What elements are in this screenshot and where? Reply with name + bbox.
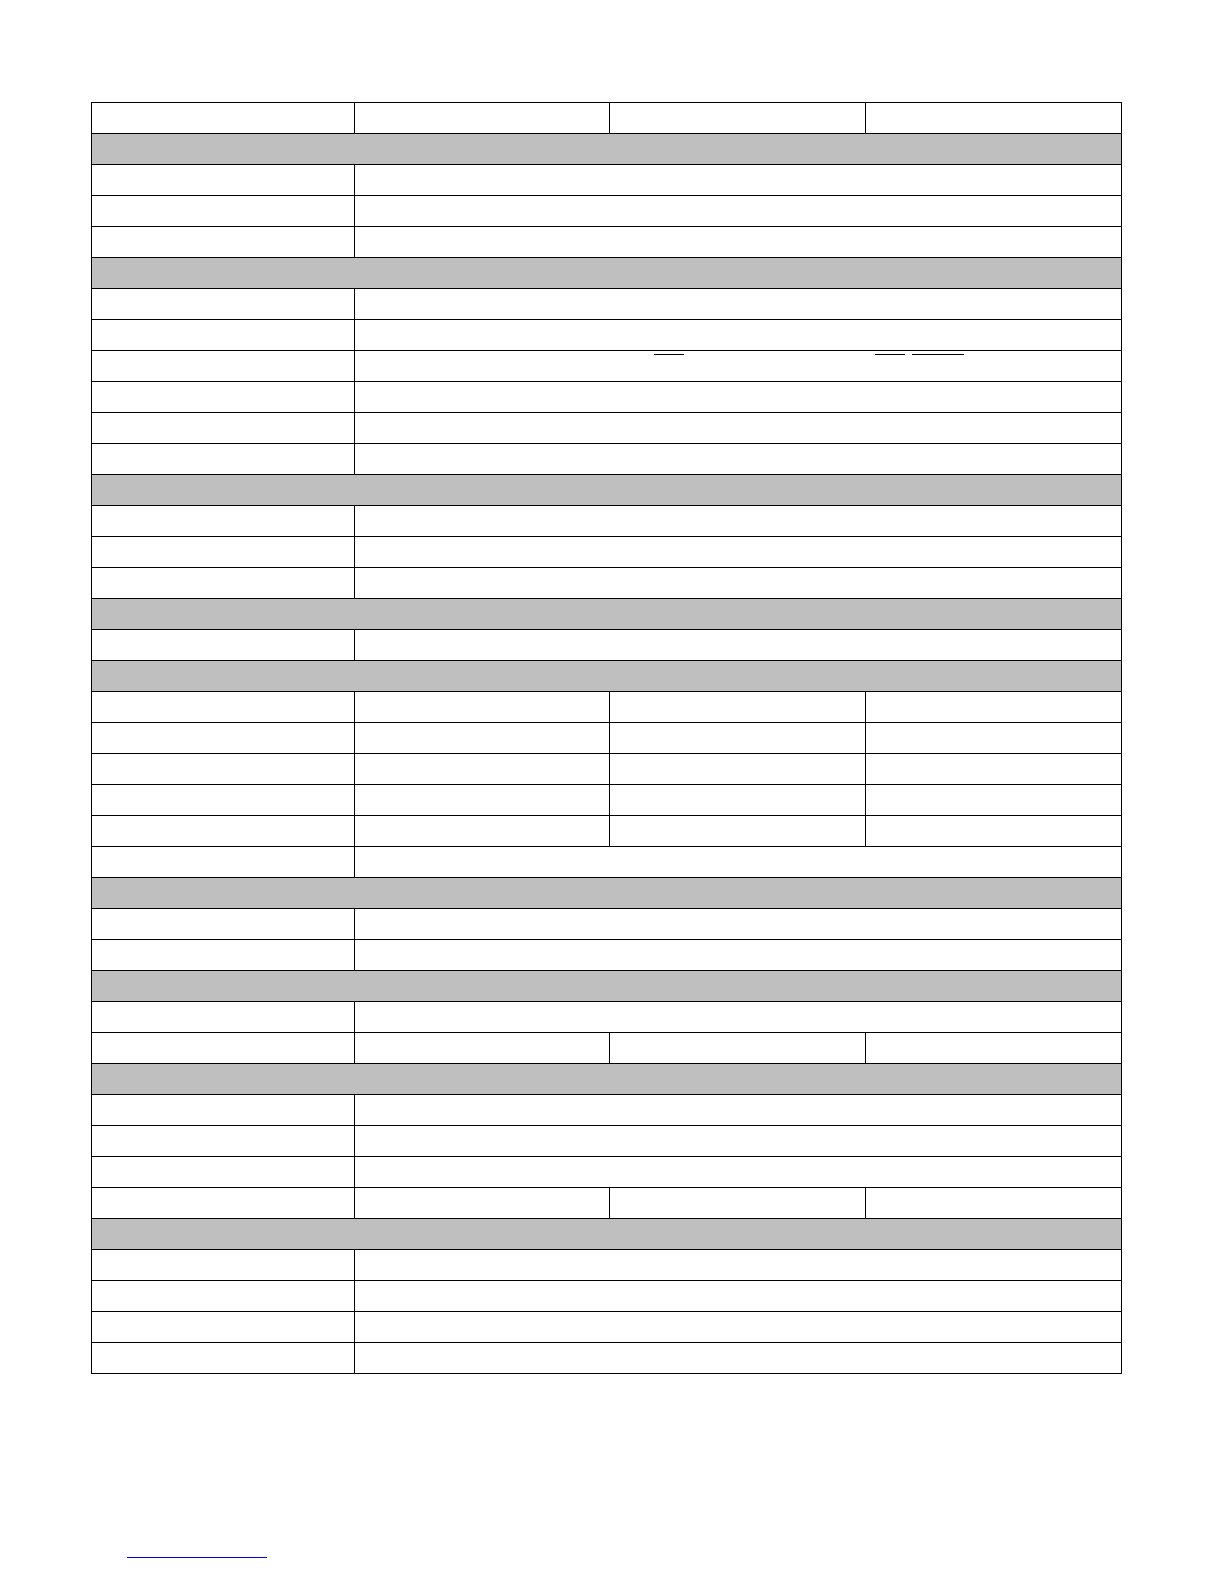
field-label (92, 940, 355, 971)
field-value[interactable] (355, 1126, 1122, 1157)
field-row (92, 537, 1122, 568)
field-value[interactable] (355, 537, 1122, 568)
field-value[interactable] (610, 1188, 866, 1219)
section-header (92, 258, 1122, 289)
field-value[interactable] (866, 1188, 1122, 1219)
field-value[interactable] (866, 785, 1122, 816)
field-value[interactable] (355, 847, 1122, 878)
field-value[interactable] (866, 103, 1122, 134)
field-label (92, 382, 355, 413)
field-label (92, 568, 355, 599)
section-header-row (92, 599, 1122, 630)
split-row (92, 754, 1122, 785)
section-header-row (92, 475, 1122, 506)
section-header-row (92, 878, 1122, 909)
field-value[interactable] (866, 816, 1122, 847)
field-label (92, 537, 355, 568)
field-value[interactable] (355, 816, 610, 847)
field-value[interactable] (355, 1157, 1122, 1188)
field-row (92, 1095, 1122, 1126)
field-row (92, 1126, 1122, 1157)
field-value[interactable] (355, 1002, 1122, 1033)
split-row (92, 785, 1122, 816)
field-value[interactable] (355, 1312, 1122, 1343)
field-row (92, 847, 1122, 878)
section-header-row (92, 971, 1122, 1002)
field-value[interactable] (355, 909, 1122, 940)
field-label (92, 196, 355, 227)
field-label (92, 351, 355, 382)
field-value[interactable] (355, 289, 1122, 320)
field-row (92, 940, 1122, 971)
section-header-row (92, 258, 1122, 289)
field-value[interactable] (355, 413, 1122, 444)
field-label (92, 444, 355, 475)
section-header (92, 134, 1122, 165)
field-row (92, 196, 1122, 227)
field-label (92, 506, 355, 537)
field-value[interactable] (610, 103, 866, 134)
field-row (92, 351, 1122, 382)
section-header (92, 475, 1122, 506)
field-value[interactable] (355, 165, 1122, 196)
section-header (92, 661, 1122, 692)
section-header-row (92, 1064, 1122, 1095)
field-value[interactable] (355, 568, 1122, 599)
field-value[interactable] (355, 103, 610, 134)
field-value[interactable] (355, 1250, 1122, 1281)
field-value[interactable] (355, 754, 610, 785)
section-header (92, 878, 1122, 909)
field-value[interactable] (610, 816, 866, 847)
field-label (92, 692, 355, 723)
field-label (92, 227, 355, 258)
field-value[interactable] (610, 785, 866, 816)
field-label (92, 847, 355, 878)
section-header (92, 599, 1122, 630)
section-header (92, 1219, 1122, 1250)
section-header-row (92, 1219, 1122, 1250)
field-value[interactable] (355, 723, 610, 754)
split-row (92, 103, 1122, 134)
footer-link[interactable] (127, 1557, 267, 1558)
field-label (92, 1126, 355, 1157)
field-row (92, 1250, 1122, 1281)
field-label (92, 1157, 355, 1188)
field-label (92, 1033, 355, 1064)
field-label (92, 413, 355, 444)
field-row (92, 630, 1122, 661)
field-value[interactable] (355, 351, 1122, 382)
field-value[interactable] (355, 1095, 1122, 1126)
form-body (92, 103, 1122, 1374)
field-row (92, 909, 1122, 940)
field-value[interactable] (355, 1281, 1122, 1312)
blank-line-mark (912, 354, 964, 355)
field-row (92, 289, 1122, 320)
field-label (92, 103, 355, 134)
field-label (92, 1002, 355, 1033)
split-row (92, 692, 1122, 723)
split-row (92, 816, 1122, 847)
field-label (92, 289, 355, 320)
field-label (92, 909, 355, 940)
field-value[interactable] (866, 692, 1122, 723)
field-value[interactable] (355, 692, 610, 723)
field-value[interactable] (610, 723, 866, 754)
field-label (92, 1250, 355, 1281)
field-row (92, 165, 1122, 196)
split-row (92, 723, 1122, 754)
section-header-row (92, 134, 1122, 165)
field-row (92, 1281, 1122, 1312)
field-value[interactable] (610, 754, 866, 785)
field-value[interactable] (610, 1033, 866, 1064)
field-row (92, 506, 1122, 537)
field-row (92, 1343, 1122, 1374)
field-value[interactable] (355, 785, 610, 816)
field-row (92, 382, 1122, 413)
field-value[interactable] (866, 754, 1122, 785)
form-table (91, 102, 1122, 1374)
field-value[interactable] (355, 630, 1122, 661)
split-row (92, 1188, 1122, 1219)
blank-line-mark (654, 354, 684, 355)
field-row (92, 1157, 1122, 1188)
split-row (92, 1033, 1122, 1064)
field-label (92, 165, 355, 196)
field-row (92, 320, 1122, 351)
field-value[interactable] (610, 692, 866, 723)
field-value[interactable] (355, 940, 1122, 971)
field-label (92, 1281, 355, 1312)
field-label (92, 1312, 355, 1343)
field-value[interactable] (866, 723, 1122, 754)
section-header-row (92, 661, 1122, 692)
field-row (92, 444, 1122, 475)
field-label (92, 1188, 355, 1219)
field-value[interactable] (355, 444, 1122, 475)
field-value[interactable] (355, 1188, 610, 1219)
field-value[interactable] (355, 227, 1122, 258)
field-row (92, 227, 1122, 258)
field-label (92, 320, 355, 351)
field-value[interactable] (355, 196, 1122, 227)
field-label (92, 754, 355, 785)
field-label (92, 816, 355, 847)
blank-line-mark (875, 354, 905, 355)
field-value[interactable] (355, 1033, 610, 1064)
field-label (92, 1095, 355, 1126)
field-label (92, 630, 355, 661)
field-label (92, 723, 355, 754)
field-value[interactable] (355, 1343, 1122, 1374)
section-header (92, 1064, 1122, 1095)
field-value[interactable] (355, 506, 1122, 537)
field-row (92, 1002, 1122, 1033)
field-value[interactable] (866, 1033, 1122, 1064)
field-row (92, 413, 1122, 444)
field-label (92, 785, 355, 816)
section-header (92, 971, 1122, 1002)
field-value[interactable] (355, 382, 1122, 413)
field-label (92, 1343, 355, 1374)
field-value[interactable] (355, 320, 1122, 351)
field-row (92, 1312, 1122, 1343)
field-row (92, 568, 1122, 599)
